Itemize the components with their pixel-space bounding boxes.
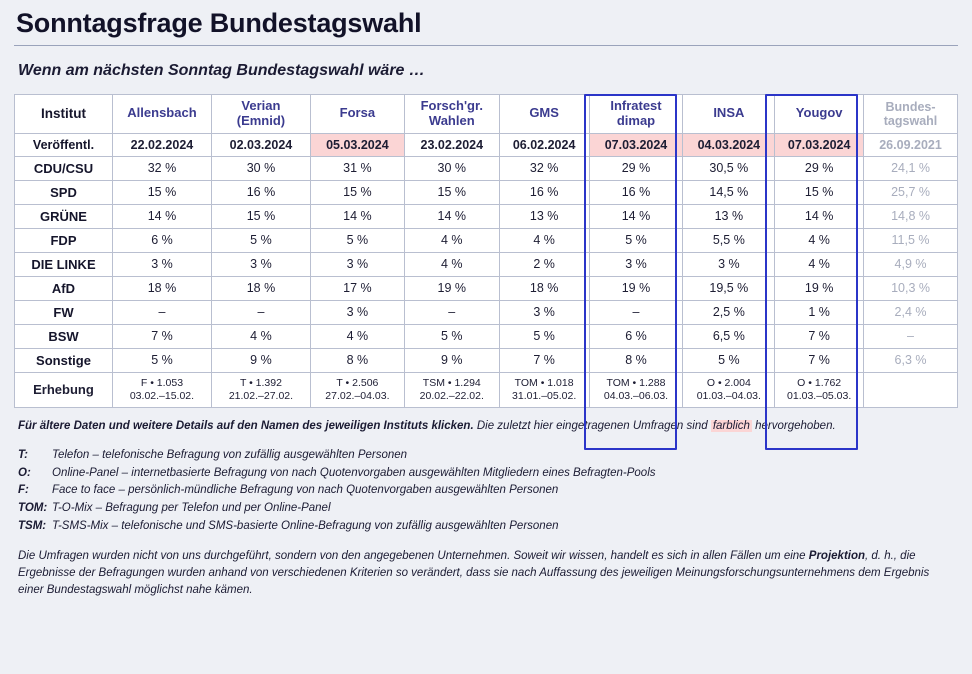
survey-gms [499, 372, 589, 407]
institute-label-2: dimap [616, 112, 656, 128]
cell-linke-insa: 3 % [683, 252, 775, 276]
institute-label: Verian [241, 98, 281, 113]
survey-yougov [775, 372, 864, 407]
header-institute-gms[interactable] [499, 95, 589, 134]
legend-text-tom: T-O-Mix – Befragung per Telefon und per Online-Panel [52, 502, 331, 515]
cell-afd-allensbach: 18 % [112, 276, 211, 300]
legend-text-o: Online-Panel – internetbasierte Befragung von nach Quotenvorgaben ausgewählten Mitgliedern eines Befragten-Pools [52, 466, 656, 479]
survey-allensbach [112, 372, 211, 407]
cell-fdp-forsa: 5 % [310, 228, 404, 252]
cell-gruene-infratest: 14 % [589, 204, 683, 228]
cell-afd-forsa: 17 % [310, 276, 404, 300]
cell-linke-forsa: 3 % [310, 252, 404, 276]
survey-forsa [310, 372, 404, 407]
survey-period: 20.02.–22.02. [419, 390, 484, 402]
survey-insa [683, 372, 775, 407]
legend-item-f [18, 482, 954, 500]
cell-cdu-allensbach: 32 % [112, 156, 211, 180]
cell-bsw-gms: 5 % [499, 324, 589, 348]
cell-sonstige-fgw: 9 % [404, 348, 499, 372]
survey-row [15, 372, 958, 407]
cell-gruene-verian: 15 % [211, 204, 310, 228]
cell-cdu-yougov: 29 % [775, 156, 864, 180]
table-row-afd [15, 276, 958, 300]
cell-fdp-allensbach: 6 % [112, 228, 211, 252]
cell-gruene-yougov: 14 % [775, 204, 864, 228]
cell-bsw-btw: – [864, 324, 958, 348]
cell-sonstige-btw: 6,3 % [864, 348, 958, 372]
table-row-spd [15, 180, 958, 204]
legend-key-o: O: [18, 466, 31, 479]
cell-sonstige-yougov: 7 % [775, 348, 864, 372]
row-label-erhebung: Erhebung [15, 372, 113, 407]
table-row-fdp [15, 228, 958, 252]
legend-text-tsm: T-SMS-Mix – telefonische und SMS-basierte Online-Befragung von zufällig ausgewählten Personen [52, 520, 559, 533]
survey-method-size: F • 1.053 [140, 376, 184, 389]
footer-bold: Projektion [808, 549, 866, 562]
cell-spd-verian: 16 % [211, 180, 310, 204]
cell-gruene-allensbach: 14 % [112, 204, 211, 228]
cell-linke-fgw: 4 % [404, 252, 499, 276]
table-row-die-linke [15, 252, 958, 276]
date-forsa: 05.03.2024 [310, 133, 404, 156]
header-institut: Institut [15, 95, 113, 134]
row-label-bsw: BSW [15, 324, 113, 348]
page-title: Sonntagsfrage Bundestagswahl [16, 8, 422, 38]
institute-label: Forsch'gr. [420, 98, 483, 113]
survey-method-size: TOM • 1.018 [514, 376, 574, 389]
legend-key-tsm: TSM: [18, 520, 47, 533]
institute-label: Infratest [610, 98, 662, 113]
date-gms: 06.02.2024 [499, 133, 589, 156]
survey-period: 01.03.–04.03. [696, 390, 761, 402]
legend-key-f: F: [18, 484, 29, 497]
row-label-die-linke: DIE LINKE [15, 252, 113, 276]
notes-intro-rest2: hervorgehoben. [751, 420, 836, 433]
survey-verian [211, 372, 310, 407]
cell-spd-infratest: 16 % [589, 180, 683, 204]
footer-part2: , d. h., die Ergebnisse der Befragungen wurden anhand von verschiedenen Kriterien so verändert, dass sie nach Auffassung des jeweiligen Meinungsforschungsunternehmens dem Ergebnis einer Bundestagswahl möglichst nahe kämen. [18, 549, 930, 597]
table-row-sonstige [15, 348, 958, 372]
survey-method-size: TOM • 1.288 [606, 376, 666, 389]
cell-linke-yougov: 4 % [775, 252, 864, 276]
table-row-cdu-csu [15, 156, 958, 180]
legend-item-o [18, 465, 954, 483]
cell-linke-btw: 4,9 % [864, 252, 958, 276]
cell-cdu-btw: 24,1 % [864, 156, 958, 180]
cell-cdu-insa: 30,5 % [683, 156, 775, 180]
cell-spd-insa: 14,5 % [683, 180, 775, 204]
cell-sonstige-allensbach: 5 % [112, 348, 211, 372]
cell-gruene-insa: 13 % [683, 204, 775, 228]
institute-label-2: (Emnid) [236, 112, 286, 128]
cell-gruene-forsa: 14 % [310, 204, 404, 228]
header-institute-verian[interactable] [211, 95, 310, 134]
cell-sonstige-forsa: 8 % [310, 348, 404, 372]
cell-fw-verian: – [211, 300, 310, 324]
cell-spd-fgw: 15 % [404, 180, 499, 204]
cell-fdp-insa: 5,5 % [683, 228, 775, 252]
survey-method-size: TSM • 1.294 [422, 376, 481, 389]
cell-cdu-forsa: 31 % [310, 156, 404, 180]
cell-sonstige-gms: 7 % [499, 348, 589, 372]
cell-sonstige-insa: 5 % [683, 348, 775, 372]
cell-fdp-btw: 11,5 % [864, 228, 958, 252]
cell-fw-infratest: – [589, 300, 683, 324]
cell-fw-insa: 2,5 % [683, 300, 775, 324]
cell-spd-gms: 16 % [499, 180, 589, 204]
table-row-gruene [15, 204, 958, 228]
survey-method-size: O • 1.762 [797, 376, 842, 389]
table-row-bsw [15, 324, 958, 348]
cell-sonstige-infratest: 8 % [589, 348, 683, 372]
cell-fw-yougov: 1 % [775, 300, 864, 324]
cell-gruene-fgw: 14 % [404, 204, 499, 228]
survey-method-size: T • 1.392 [239, 376, 282, 389]
cell-bsw-forsa: 4 % [310, 324, 404, 348]
cell-linke-allensbach: 3 % [112, 252, 211, 276]
row-label-veroeffentl: Veröffentl. [15, 133, 113, 156]
legend-text-t: Telefon – telefonische Befragung von zufällig ausgewählten Personen [52, 448, 408, 461]
legend-text-f: Face to face – persönlich-mündliche Befragung von nach Quotenvorgaben ausgewählten Personen [52, 484, 559, 497]
cell-gruene-btw: 14,8 % [864, 204, 958, 228]
cell-bsw-insa: 6,5 % [683, 324, 775, 348]
footer-part1: Die Umfragen wurden nicht von uns durchgeführt, sondern von den angegebenen Unternehmen. Soweit wir wissen, handelt es sich in allen Fällen um eine [18, 549, 809, 562]
cell-fdp-verian: 5 % [211, 228, 310, 252]
title-divider [14, 45, 958, 46]
header-institute-insa[interactable] [683, 95, 775, 134]
cell-fdp-gms: 4 % [499, 228, 589, 252]
survey-method-size: T • 2.506 [336, 376, 379, 389]
cell-bsw-infratest: 6 % [589, 324, 683, 348]
page-subtitle: Wenn am nächsten Sonntag Bundestagswahl wäre … [18, 62, 425, 79]
date-yougov: 07.03.2024 [775, 133, 864, 156]
cell-bsw-allensbach: 7 % [112, 324, 211, 348]
row-label-gruene: GRÜNE [15, 204, 113, 228]
cell-fdp-fgw: 4 % [404, 228, 499, 252]
header-institute-forschgr-wahlen[interactable] [404, 95, 499, 134]
survey-method-size: O • 2.004 [706, 376, 751, 389]
cell-afd-infratest: 19 % [589, 276, 683, 300]
header-institute-infratest-dimap[interactable] [589, 95, 683, 134]
cell-spd-btw: 25,7 % [864, 180, 958, 204]
cell-cdu-fgw: 30 % [404, 156, 499, 180]
cell-bsw-fgw: 5 % [404, 324, 499, 348]
row-label-spd: SPD [15, 180, 113, 204]
cell-linke-gms: 2 % [499, 252, 589, 276]
institute-label: INSA [713, 105, 745, 121]
legend-item-tsm [18, 518, 954, 536]
table-header-row [15, 95, 958, 134]
cell-gruene-gms: 13 % [499, 204, 589, 228]
cell-fdp-infratest: 5 % [589, 228, 683, 252]
cell-bsw-verian: 4 % [211, 324, 310, 348]
date-infratest-dimap: 07.03.2024 [589, 133, 683, 156]
legend-key-tom: TOM: [18, 502, 48, 515]
bundestagswahl-label: Bundes- [885, 99, 936, 114]
institute-label: Allensbach [127, 105, 197, 121]
notes-intro [18, 418, 954, 435]
cell-cdu-verian: 30 % [211, 156, 310, 180]
date-forschgr-wahlen: 23.02.2024 [404, 133, 499, 156]
table-row-fw [15, 300, 958, 324]
institute-label-2: Wahlen [428, 112, 475, 128]
legend-item-tom [18, 500, 954, 518]
cell-afd-btw: 10,3 % [864, 276, 958, 300]
cell-sonstige-verian: 9 % [211, 348, 310, 372]
cell-afd-insa: 19,5 % [683, 276, 775, 300]
cell-linke-infratest: 3 % [589, 252, 683, 276]
notes-intro-highlight: farblich [712, 420, 750, 433]
row-label-fdp: FDP [15, 228, 113, 252]
survey-fgw [404, 372, 499, 407]
cell-spd-allensbach: 15 % [112, 180, 211, 204]
institute-label: GMS [529, 105, 559, 121]
cell-fw-gms: 3 % [499, 300, 589, 324]
cell-bsw-yougov: 7 % [775, 324, 864, 348]
cell-cdu-infratest: 29 % [589, 156, 683, 180]
date-bundestagswahl: 26.09.2021 [864, 133, 958, 156]
survey-btw [864, 372, 958, 407]
date-insa: 04.03.2024 [683, 133, 775, 156]
legend-item-t [18, 447, 954, 465]
cell-afd-fgw: 19 % [404, 276, 499, 300]
date-verian: 02.03.2024 [211, 133, 310, 156]
cell-fw-allensbach: – [112, 300, 211, 324]
survey-period: 01.03.–05.03. [787, 390, 852, 402]
legend-list [18, 447, 954, 536]
survey-period: 27.02.–04.03. [325, 390, 390, 402]
poll-table [14, 94, 958, 408]
cell-cdu-gms: 32 % [499, 156, 589, 180]
row-label-afd: AfD [15, 276, 113, 300]
survey-infratest [589, 372, 683, 407]
survey-period: 31.01.–05.02. [512, 390, 577, 402]
survey-period: 21.02.–27.02. [228, 390, 294, 402]
row-label-sonstige: Sonstige [15, 348, 113, 372]
header-bundestagswahl [864, 95, 958, 134]
header-institute-allensbach[interactable] [112, 95, 211, 134]
row-label-fw: FW [15, 300, 113, 324]
notes-intro-bold: Für ältere Daten und weitere Details auf den Namen des jeweiligen Instituts klicken. [18, 420, 474, 433]
cell-spd-yougov: 15 % [775, 180, 864, 204]
cell-afd-yougov: 19 % [775, 276, 864, 300]
cell-fw-forsa: 3 % [310, 300, 404, 324]
cell-fw-btw: 2,4 % [864, 300, 958, 324]
cell-fw-fgw: – [404, 300, 499, 324]
notes-intro-rest1: Die zuletzt hier eingetragenen Umfragen sind [473, 420, 711, 433]
cell-afd-gms: 18 % [499, 276, 589, 300]
cell-afd-verian: 18 % [211, 276, 310, 300]
bundestagswahl-label-2: tagswahl [883, 113, 938, 128]
date-allensbach: 22.02.2024 [112, 133, 211, 156]
institute-label: Forsa [339, 105, 376, 121]
legend-key-t: T: [18, 448, 29, 461]
survey-period: 03.02.–15.02. [129, 390, 195, 402]
publication-date-row [15, 133, 958, 156]
cell-spd-forsa: 15 % [310, 180, 404, 204]
notes-section [14, 408, 958, 599]
row-label-cdu-csu: CDU/CSU [15, 156, 113, 180]
survey-period: 04.03.–06.03. [603, 390, 669, 402]
institute-label: Yougov [795, 105, 843, 121]
header-institute-forsa[interactable] [310, 95, 404, 134]
cell-fdp-yougov: 4 % [775, 228, 864, 252]
header-institute-yougov[interactable] [775, 95, 864, 134]
table-wrapper [14, 94, 958, 408]
footer-disclaimer [18, 548, 954, 600]
cell-linke-verian: 3 % [211, 252, 310, 276]
